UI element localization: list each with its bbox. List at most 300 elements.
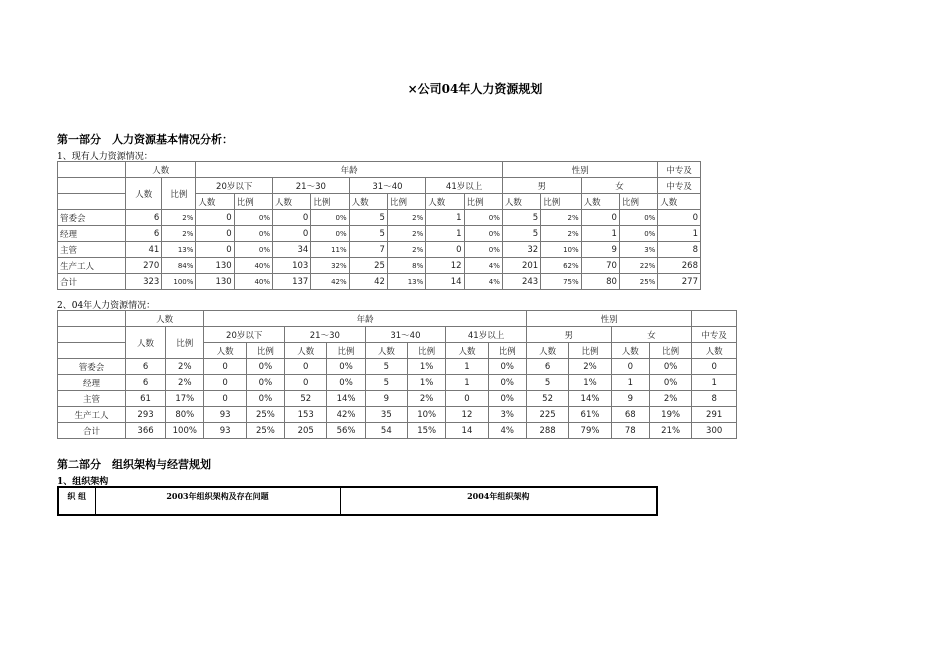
count-value: 103 (292, 260, 309, 271)
count-value: 35 (380, 409, 392, 420)
count-value: 0 (222, 393, 228, 404)
ratio-cell (541, 226, 581, 242)
count-value: 34 (297, 244, 309, 255)
ratio-cell (162, 210, 196, 226)
ratio-cell (311, 210, 349, 226)
ratio-value: 100% (172, 425, 197, 436)
count-value: 0 (302, 228, 309, 239)
header-gender: 性别 (526, 311, 691, 327)
ratio-value: 80% (175, 409, 195, 420)
subheader-count: 人数 (526, 343, 568, 359)
count-value: 1 (627, 377, 633, 388)
count-cell (526, 391, 568, 407)
document-title: ×公司04年人力资源规划 (407, 82, 543, 96)
ratio-value: 13% (177, 245, 194, 254)
count-value: 5 (379, 212, 385, 223)
ratio-value: 4% (488, 277, 500, 286)
ratio-cell (464, 274, 502, 290)
count-value: 366 (137, 425, 154, 436)
ratio-cell (488, 375, 526, 391)
count-cell (692, 391, 737, 407)
subheader-count: 人数 (365, 343, 407, 359)
count-cell (658, 210, 701, 226)
subheader-count: 人数 (349, 194, 387, 210)
count-value: 5 (532, 212, 539, 223)
row-label: 管委会 (58, 359, 126, 375)
ratio-value: 62% (563, 261, 579, 270)
ratio-cell (488, 359, 526, 375)
ratio-value: 0% (663, 377, 678, 388)
ratio-value: 2% (182, 229, 194, 238)
ratio-cell (166, 375, 204, 391)
count-value: 93 (219, 409, 231, 420)
ratio-cell (619, 274, 657, 290)
count-value: 1 (464, 361, 470, 372)
section-org-structure: 1、组织架构 (57, 477, 109, 487)
count-cell (611, 391, 649, 407)
count-value: 12 (461, 409, 473, 420)
table-row (58, 258, 701, 274)
ratio-value: 2% (182, 213, 194, 222)
ratio-cell (464, 226, 502, 242)
ratio-value: 10% (563, 245, 579, 254)
subheader-ratio: 比例 (464, 194, 502, 210)
ratio-value: 1% (419, 377, 434, 388)
ratio-value: 0% (258, 393, 273, 404)
count-value: 0 (226, 228, 232, 239)
count-value: 5 (383, 377, 390, 388)
subheader-ratio: 比例 (387, 194, 425, 210)
count-cell (426, 258, 464, 274)
count-cell (502, 226, 540, 242)
ratio-cell (327, 407, 365, 423)
count-cell (285, 375, 327, 391)
count-cell (126, 226, 162, 242)
count-value: 42 (374, 276, 385, 287)
ratio-value: 40% (254, 277, 271, 286)
ratio-cell (246, 407, 284, 423)
subheader-ratio: 比例 (327, 343, 365, 359)
ratio-value: 0% (644, 229, 656, 238)
subheader-count: 人数 (285, 343, 327, 359)
hr-2004-table (57, 310, 737, 439)
count-value: 205 (297, 425, 314, 436)
ratio-cell (234, 258, 272, 274)
count-value: 300 (706, 425, 723, 436)
ratio-cell (569, 391, 611, 407)
count-value: 1 (711, 377, 717, 388)
count-value: 243 (521, 276, 539, 287)
ratio-cell (408, 423, 446, 439)
count-value: 5 (383, 361, 390, 372)
ratio-value: 19% (661, 409, 681, 420)
ratio-cell (246, 375, 284, 391)
ratio-value: 14% (336, 393, 356, 404)
count-value: 0 (222, 361, 228, 372)
header-count: 人数 (126, 178, 162, 210)
count-value: 0 (611, 212, 617, 223)
ratio-value: 0% (663, 361, 678, 372)
count-value: 8 (692, 244, 698, 255)
subheader-count: 人数 (502, 194, 540, 210)
ratio-cell (387, 258, 425, 274)
ratio-cell (311, 274, 349, 290)
subheader-count: 人数 (196, 194, 234, 210)
count-value: 14 (450, 276, 462, 287)
subheader-count: 人数 (446, 343, 488, 359)
count-cell (446, 359, 488, 375)
ratio-cell (166, 407, 204, 423)
count-cell (581, 258, 619, 274)
count-value: 9 (383, 393, 390, 404)
count-value: 291 (706, 409, 723, 420)
ratio-cell (649, 423, 691, 439)
count-cell (692, 407, 737, 423)
count-value: 130 (215, 260, 232, 271)
count-value: 0 (711, 361, 717, 372)
count-value: 323 (143, 276, 160, 287)
ratio-value: 100% (173, 277, 194, 286)
subheader-count: 人数 (273, 194, 311, 210)
ratio-value: 56% (336, 425, 356, 436)
ratio-value: 2% (419, 393, 434, 404)
ratio-cell (408, 391, 446, 407)
header-education-sub: 中专及 (658, 178, 701, 194)
subheader-ratio: 比例 (488, 343, 526, 359)
ratio-cell (541, 242, 581, 258)
ratio-value: 21% (661, 425, 681, 436)
count-cell (692, 375, 737, 391)
ratio-cell (166, 423, 204, 439)
table-row (58, 210, 701, 226)
header-ratio: 比例 (166, 327, 204, 359)
ratio-value: 2% (178, 377, 192, 388)
subheader-count: 人数 (581, 194, 619, 210)
corner-cell (58, 162, 126, 178)
count-value: 0 (222, 377, 228, 388)
count-cell (426, 242, 464, 258)
count-cell (446, 407, 488, 423)
ratio-cell (569, 359, 611, 375)
blank-cell (58, 327, 126, 343)
ratio-value: 25% (255, 409, 275, 420)
count-cell (126, 242, 162, 258)
hr-2004-table-viewport (57, 310, 727, 445)
header-age-group: 21～30 (285, 327, 366, 343)
ratio-cell (649, 359, 691, 375)
count-cell (581, 226, 619, 242)
count-value: 153 (297, 409, 314, 420)
table-row (58, 407, 737, 423)
count-value: 268 (681, 260, 698, 271)
count-cell (658, 226, 701, 242)
count-cell (365, 375, 407, 391)
ratio-value: 8% (412, 261, 424, 270)
header-gender-female: 女 (581, 178, 658, 194)
ratio-value: 4% (500, 425, 514, 436)
count-value: 1 (456, 212, 462, 223)
row-label: 管委会 (58, 210, 126, 226)
count-value: 80 (606, 276, 617, 287)
ratio-value: 42% (336, 409, 356, 420)
ratio-value: 1% (419, 361, 434, 372)
row-label: 主管 (58, 391, 126, 407)
ratio-value: 2% (412, 229, 424, 238)
row-label: 生产工人 (58, 407, 126, 423)
count-cell (446, 375, 488, 391)
header-age-group: 41岁以上 (426, 178, 503, 194)
ratio-cell (327, 375, 365, 391)
count-cell (658, 258, 701, 274)
ratio-cell (166, 359, 204, 375)
ratio-cell (488, 423, 526, 439)
row-label: 经理 (58, 375, 126, 391)
header-gender-male: 男 (526, 327, 611, 343)
count-value: 6 (153, 228, 160, 239)
ratio-cell (311, 242, 349, 258)
ratio-value: 0% (488, 229, 500, 238)
ratio-value: 2% (412, 213, 424, 222)
count-value: 0 (627, 361, 633, 372)
ratio-value: 2% (567, 229, 579, 238)
count-cell (446, 391, 488, 407)
count-value: 9 (627, 393, 633, 404)
table-row (58, 423, 737, 439)
count-value: 0 (226, 244, 232, 255)
part2-heading: 第二部分 组织架构与经营规划 (57, 458, 211, 471)
count-value: 1 (692, 228, 698, 239)
blank-cell (58, 178, 126, 194)
ratio-cell (387, 274, 425, 290)
count-value: 1 (456, 228, 462, 239)
header-gender: 性别 (502, 162, 657, 178)
ratio-value: 11% (331, 245, 347, 254)
ratio-cell (387, 226, 425, 242)
ratio-cell (619, 258, 657, 274)
ratio-cell (569, 375, 611, 391)
ratio-value: 0% (335, 213, 347, 222)
count-value: 61 (140, 393, 151, 404)
ratio-cell (162, 242, 196, 258)
subheader-ratio: 比例 (408, 343, 446, 359)
table-row (58, 226, 701, 242)
count-value: 0 (692, 212, 698, 223)
ratio-value: 0% (500, 361, 514, 372)
header-gender-female: 女 (611, 327, 692, 343)
count-cell (658, 274, 701, 290)
count-value: 8 (711, 393, 717, 404)
count-cell (204, 375, 246, 391)
ratio-value: 61% (580, 409, 600, 420)
count-cell (196, 242, 234, 258)
count-cell (285, 359, 327, 375)
count-cell (611, 375, 649, 391)
ratio-value: 4% (488, 261, 500, 270)
ratio-cell (327, 423, 365, 439)
ratio-value: 0% (488, 245, 500, 254)
count-value: 12 (450, 260, 462, 271)
header-education (692, 311, 737, 327)
ratio-cell (408, 407, 446, 423)
header-age-group: 31～40 (365, 327, 446, 343)
ratio-cell (327, 391, 365, 407)
count-value: 9 (611, 244, 617, 255)
count-cell (285, 391, 327, 407)
ratio-cell (234, 226, 272, 242)
count-cell (285, 423, 327, 439)
header-age-group: 41岁以上 (446, 327, 527, 343)
blank-cell (58, 194, 126, 210)
ratio-value: 42% (331, 277, 347, 286)
count-cell (426, 210, 464, 226)
count-value: 5 (544, 377, 551, 388)
subheader-ratio: 比例 (569, 343, 611, 359)
header-age: 年龄 (196, 162, 503, 178)
ratio-value: 0% (488, 213, 500, 222)
ratio-value: 75% (563, 277, 579, 286)
ratio-value: 0% (258, 377, 273, 388)
blank-cell (58, 343, 126, 359)
header-age-group: 31～40 (349, 178, 426, 194)
count-cell (349, 274, 387, 290)
ratio-cell (162, 226, 196, 242)
ratio-cell (464, 242, 502, 258)
count-value: 1 (611, 228, 617, 239)
part1-heading: 第一部分 人力资源基本情况分析： (57, 133, 233, 146)
ratio-value: 0% (258, 213, 271, 222)
ratio-cell (649, 391, 691, 407)
ratio-value: 0% (500, 393, 514, 404)
ratio-value: 2% (583, 361, 597, 372)
count-cell (692, 359, 737, 375)
subheader-ratio: 比例 (246, 343, 284, 359)
count-cell (526, 407, 568, 423)
count-value: 288 (539, 425, 556, 436)
ratio-value: 22% (639, 261, 656, 270)
count-cell (502, 274, 540, 290)
count-cell (611, 407, 649, 423)
header-age-group: 20岁以下 (196, 178, 273, 194)
ratio-cell (327, 359, 365, 375)
count-cell (365, 423, 407, 439)
ratio-value: 2% (178, 361, 192, 372)
count-cell (204, 391, 246, 407)
ratio-value: 0% (258, 245, 271, 254)
count-value: 293 (137, 409, 154, 420)
ratio-cell (488, 391, 526, 407)
ratio-cell (408, 359, 446, 375)
row-label: 生产工人 (58, 258, 126, 274)
ratio-cell (311, 226, 349, 242)
count-value: 41 (148, 244, 160, 255)
ratio-cell (619, 226, 657, 242)
count-cell (502, 242, 540, 258)
ratio-cell (311, 258, 349, 274)
count-cell (126, 274, 162, 290)
ratio-value: 25% (639, 277, 656, 286)
count-value: 0 (303, 377, 309, 388)
current-hr-table (57, 161, 701, 290)
ratio-value: 0% (339, 361, 353, 372)
ratio-cell (246, 391, 284, 407)
count-cell (126, 258, 162, 274)
count-cell (125, 423, 165, 439)
ratio-cell (234, 242, 272, 258)
header-people: 人数 (125, 311, 204, 327)
count-cell (446, 423, 488, 439)
table-row (58, 359, 737, 375)
ratio-value: 2% (567, 213, 579, 222)
ratio-value: 17% (175, 393, 195, 404)
ratio-value: 0% (258, 361, 273, 372)
header-gender-male: 男 (502, 178, 581, 194)
count-cell (349, 242, 387, 258)
count-cell (611, 359, 649, 375)
count-cell (365, 407, 407, 423)
count-cell (502, 258, 540, 274)
count-value: 25 (374, 260, 385, 271)
ratio-cell (234, 274, 272, 290)
count-value: 225 (539, 409, 556, 420)
count-value: 7 (379, 244, 385, 255)
count-cell (349, 210, 387, 226)
count-value: 54 (380, 425, 392, 436)
count-value: 201 (521, 260, 539, 271)
count-value: 137 (292, 276, 309, 287)
ratio-cell (162, 258, 196, 274)
count-cell (126, 210, 162, 226)
count-value: 0 (226, 212, 232, 223)
count-value: 0 (302, 212, 309, 223)
count-cell (125, 375, 165, 391)
subheader-ratio: 比例 (311, 194, 349, 210)
count-cell (502, 210, 540, 226)
ratio-cell (408, 375, 446, 391)
table-row (58, 274, 701, 290)
ratio-cell (541, 210, 581, 226)
ratio-value: 79% (580, 425, 600, 436)
count-cell (365, 359, 407, 375)
count-value: 68 (624, 409, 636, 420)
count-value: 270 (143, 260, 160, 271)
ratio-cell (246, 359, 284, 375)
count-value: 14 (461, 425, 473, 436)
ratio-cell (619, 210, 657, 226)
ratio-value: 0% (644, 213, 656, 222)
count-cell (581, 210, 619, 226)
ratio-cell (649, 407, 691, 423)
corner-cell (58, 311, 126, 327)
count-cell (196, 210, 234, 226)
ratio-value: 3% (644, 245, 656, 254)
count-value: 6 (142, 377, 149, 388)
header-age: 年龄 (204, 311, 526, 327)
count-cell (273, 242, 311, 258)
table-row (58, 242, 701, 258)
count-value: 0 (456, 244, 462, 255)
subheader-count: 人数 (204, 343, 246, 359)
count-cell (204, 407, 246, 423)
count-cell (365, 391, 407, 407)
header-age-group: 20岁以下 (204, 327, 285, 343)
count-cell (273, 274, 311, 290)
subheader-count: 人数 (658, 194, 701, 210)
subheader-ratio: 比例 (234, 194, 272, 210)
ratio-value: 14% (580, 393, 600, 404)
subheader-ratio: 比例 (649, 343, 691, 359)
ratio-value: 2% (412, 245, 424, 254)
org-label-cell: 织 组 (58, 487, 95, 515)
